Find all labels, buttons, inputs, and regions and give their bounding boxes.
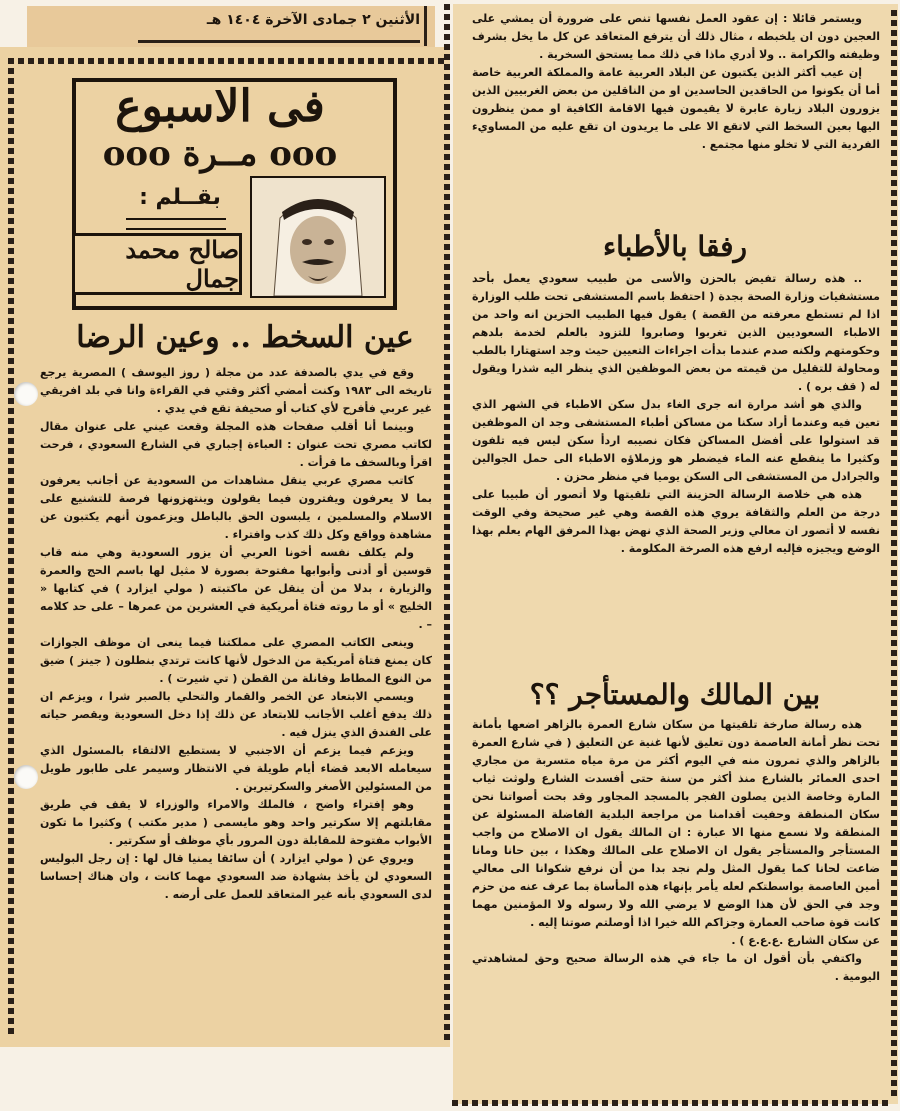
- signature: عن سكان الشارع .ع.ع.ع ) .: [731, 934, 880, 947]
- dateline-divider: [424, 6, 427, 46]
- left-border-left: [8, 58, 14, 1038]
- left-border-top: [8, 58, 448, 64]
- column-divider: [444, 4, 450, 1044]
- paragraph: كاتب مصري عربي ينقل مشاهدات من السعودية عن أجانب يعرفون بما لا يعرفون ويفترون فيما يقولون وينتهزونها فرصة للتشنيع على الاسلام والمسلمين ، يلبسون الحق بالباطل ويزعمون أنهم يكتبون عن مشاهدة وواقع وكل ذلك كذب وافتراء .: [40, 474, 432, 541]
- right-border-right: [891, 10, 897, 1100]
- paragraph: وهو إفتراء واضح ، فالملك والامراء والوزراء لا يقف في طريق مقابلتهم إلا سكرتير واحد وهو مايسمى ( مدير مكتب ) وكثيرا ما تكون الأبواب مفتوحة للمقابلة دون المرور بأي موظف أو سكرتير .: [40, 798, 432, 847]
- column-title: فى الاسبوع: [115, 81, 325, 132]
- left-headline: عين السخط .. وعين الرضا: [76, 320, 414, 355]
- punch-hole: [14, 382, 38, 406]
- column-subtitle: ooo مــرة ooo: [102, 134, 338, 174]
- paragraph: هذه رسالة صارخة تلقيتها من سكان شارع العمرة بالزاهر اضعها بأمانة تحت نظر أمانة العاصمة دون تعليق لأنها غنية عن التعليق ( في شارع العمرة بالزاهر والذي تمرون منه في اليوم أكثر من مرة مياه متسربة من مجاري احدى العمائر بالشارع منذ أكثر من سنة حتى أفسدت الشارع ولوثت ثياب المارة وخاصة الذين يصلون الفجر بالمسجد المجاور وقد بحت أصواتنا نحن سكان المنطقة وحفيت أقدامنا من مراجعة البلدية الفاضلة المسئولة عن المنطقة ولا نسمع منها الا عبارة : ان المالك يقول ان الاصلاح من واجب المستأجر والمستأجر يقول ان الاصلاح على المالك وهكذا ، بين حانا ومانا ضاعت لحانا كما يقول المثل ولم نجد بدا من أن نرفع شكوانا الى معالي أمين العاصمة بواسطتكم لعله يأمر بإنهاء هذه المأساة بما عرف عنه من حزم وجد في الحق لأن هذا الوضع لا يرضي الله ولا رسوله ولا المؤمنين مهما كانت قوة صاحب العمارة وجزاكم الله خيرا اذا أوصلتم صوتنا إليه .: [472, 718, 880, 929]
- paragraph: ويسمي الابتعاد عن الخمر والقمار والتحلي بالصبر شرا ، ويزعم ان ذلك يدفع أغلب الأجانب للابتعاد عن ذلك إذا دخل السعودية ويقصر حياته على الفندق الذي ينزل فيه .: [40, 690, 432, 739]
- right-border-bottom: [452, 1100, 892, 1106]
- continuation-body: [472, 10, 880, 226]
- paragraph: وبينما أنا أقلب صفحات هذه المجلة وقعت عيني على عنوان مقال لكاتب مصري تحت عنوان : العباءة إجباري في الشارع السعودي ، فرحت اقرأ وبالسخف ما قرأت .: [40, 420, 432, 469]
- paragraph: وينعى الكاتب المصري على مملكتنا فيما ينعى ان موظف الجوازات كان يمنع فتاة أمريكية من الدخول لأنها كانت ترتدي بنطلون ( جينز ) ضيق من النوع المطاط وفانلة من القطن ( تي شيرت ) .: [40, 636, 432, 685]
- author-name: صالح محمد جمال: [72, 233, 242, 295]
- left-article-body: [40, 364, 432, 1040]
- doctors-headline: رفقا بالأطباء: [602, 230, 748, 263]
- byline-rules: [126, 218, 226, 230]
- byline-label: بقــلم :: [139, 185, 221, 210]
- paragraph: واكتفي بأن أقول ان ما جاء في هذه الرسالة صحيح وحق لمشاهدتي اليومية .: [472, 952, 880, 983]
- doctors-article-body: [472, 270, 880, 674]
- author-portrait-icon: [252, 178, 384, 296]
- punch-hole: [14, 765, 38, 789]
- paragraph: .. هذه رسالة تفيض بالحزن والأسى من طبيب سعودي يعمل بأحد مستشفيات وزارة الصحة بجدة ( احتفظ باسم المستشفى تحت طلب الوزارة اذا لم تستطع معرفته من القصة ) يقول فيها الطبيب الحزين انه واحد من الاطباء السعوديين الذين تغربوا وصابروا للتزود بالعلم لخدمة بلدهم وحكومتهم ولكنه صدم عندما بدأت اجراءات التعيين حيث وجد استهتارا بالطب ومحاولة للتقليل من قيمته من بعض الموظفين الذي ينظر اليه شذرا ويقول له ( قف بره ) .: [472, 272, 880, 393]
- dateline-rule: [138, 40, 420, 43]
- paragraph: والذي هو أشد مرارة انه جرى الغاء بدل سكن الاطباء في الشهر الذي تعين فيه وعندما أراد سكنا من مساكن أطباء المستشفى وجد ان الموظفين قد استولوا على أفضل المساكن فكان نصيبه اردأ سكن ليس فيه تلفون وكثيرا ما ينقطع عنه الماء فيضطر هو وزملاؤه الاطباء الى حمل الجوالين والجرادل من المستشفى الى السكن يوميا في منظر محزن .: [472, 398, 880, 483]
- dateline: الأثنين ٢ جمادى الآخرة ١٤٠٤ هـ: [206, 12, 420, 28]
- paragraph: ويروي عن ( مولي ايزارد ) أن سائقا يمنيا قال لها : إن رجل البوليس السعودي لن يأخذ بشهادة ضد السعودي مهما كانت ، وان هناك إحساسا لدى السعودي بأنه غير المتعاقد للعمل على أرضه .: [40, 852, 432, 901]
- paragraph: إن عيب أكثر الذين يكتبون عن البلاد العربية عامة والمملكة العربية خاصة أما أن يكونوا من الحاقدين الحاسدين او من الناقلين من بعض الغربيين الذين يزورون البلاد زيارة عابرة لا يقيمون فيها الاقامة الكافية او ممن ينظرون اليها بعين السخط التي لاتقع الا على ما يريدون ان تقع عليه من المساويء الفردية التي لا تخلو منها مجتمع .: [472, 66, 880, 151]
- paragraph: وقع في يدي بالصدفة عدد من مجلة ( روز اليوسف ) المصرية يرجع تاريخه الى ١٩٨٣ وكنت أمضي أكثر وقتي في القراءة وانا في بلد افريقي غير عربي فأفرح لأي كتاب أو صحيفة تقع في يدي .: [40, 366, 432, 415]
- author-photo: [250, 176, 386, 298]
- paragraph: هذه هي خلاصة الرسالة الحزينة التي تلقيتها ولا أتصور أن طبيبا على درجة من العلم والثقافة يروي هذه القصة وهي غير صحيحة وفي الوقت نفسه لا أتصور ان معالي وزير الصحة الذي نهض بهذا المرفق الهام يعلم بهذا الوضع ويجيزه فإليه ارفع هذه الصرخة المكلومة .: [472, 488, 880, 555]
- paragraph: ولم يكلف نفسه أخونا العربي أن يزور السعودية وهي منه قاب قوسين أو أدنى وأبوابها مفتوحة بصورة لا مثيل لها باسم الحج والعمرة والزيارة ، بدلا من أن ينقل عن ماكتبته ( مولي ايزارد ) في كتابها « الخليج » أو ما روته فتاة أمريكية في العشرين من عمرها – على حد كلامه – .: [40, 546, 432, 631]
- paragraph: ويستمر قائلا : إن عقود العمل نفسها تنص على ضرورة أن يمشي على العجين دون ان يلخبطه ، مثال ذلك أن يترفع المتعاقد عن كل ما يخل بشرف وظيفته والكرامة .. ولا أدري ماذا في ذلك مما يستحق السخرية .: [472, 12, 880, 61]
- paragraph: ويزعم فيما يزعم أن الاجنبي لا يستطيع الالتقاء بالمسئول الذي سيعامله الابعد قضاء أيام طويلة في الانتظار وسيمر على طابور طويل من المسئولين الأصغر والسكرتيرين .: [40, 744, 432, 793]
- tenant-article-body: [472, 716, 880, 1096]
- tenant-headline: بين المالك والمستأجر ؟؟: [529, 678, 821, 711]
